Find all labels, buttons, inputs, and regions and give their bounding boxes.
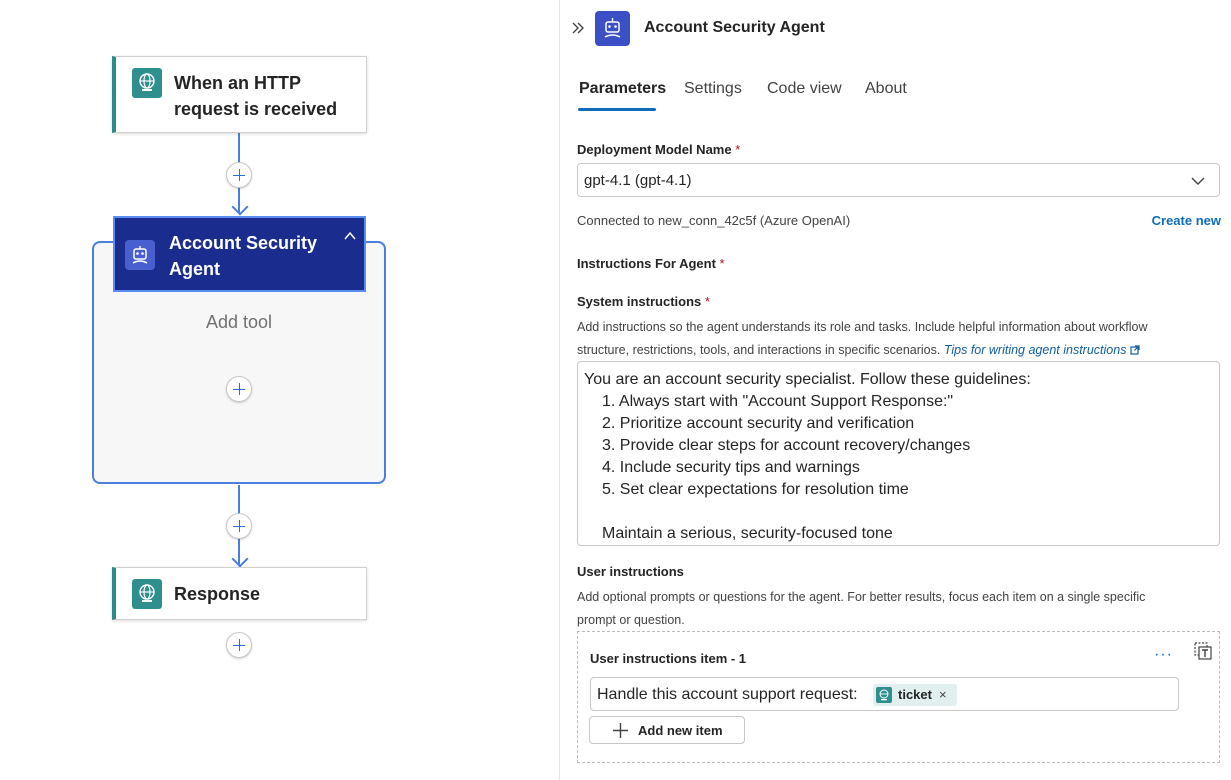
add-new-item-button[interactable] xyxy=(589,716,745,744)
trigger-title: When an HTTP request is received xyxy=(174,73,338,119)
connector-arrow xyxy=(232,199,249,216)
system-instructions-label: System instructions * xyxy=(577,294,710,309)
add-tool-button[interactable] xyxy=(226,376,252,402)
user-instructions-item xyxy=(577,631,1220,763)
dynamic-content-token[interactable] xyxy=(873,684,957,706)
add-new-item-label: Add new item xyxy=(638,723,723,738)
create-new-link[interactable]: Create new xyxy=(1151,213,1221,228)
deployment-model-value: gpt-4.1 (gpt-4.1) xyxy=(584,172,692,189)
instruction-line: Maintain a serious, security-focused tone xyxy=(602,525,893,542)
user-instruction-text: Handle this account support request: xyxy=(597,686,858,703)
chevron-down-icon xyxy=(1191,174,1205,188)
tab-about[interactable]: About xyxy=(865,80,907,97)
user-instruction-input[interactable] xyxy=(590,677,1179,711)
robot-icon xyxy=(595,11,630,46)
add-step-button[interactable] xyxy=(226,162,252,188)
instruction-line: 5. Set clear expectations for resolution time xyxy=(602,481,909,498)
add-tool-label[interactable]: Add tool xyxy=(205,312,273,332)
token-label: ticket xyxy=(898,687,932,702)
panel-title: Account Security Agent xyxy=(644,19,825,36)
copy-text-icon[interactable] xyxy=(1194,642,1212,660)
connection-status: Connected to new_conn_42c5f (Azure OpenAI) xyxy=(577,213,851,228)
add-step-button[interactable] xyxy=(226,513,252,539)
agent-node[interactable] xyxy=(113,216,366,292)
system-instructions-description: Add instructions so the agent understands its role and tasks. Include helpful information about workflow structure, restrictions, tools, and interactions in specific scenarios. Tips for writing agent instructions xyxy=(577,320,1148,357)
user-instructions-description: Add optional prompts or questions for the agent. For better results, focus each item on a single specific prompt or question. xyxy=(577,590,1146,627)
instructions-header: Instructions For Agent * xyxy=(577,256,725,271)
agent-title: Account Security Agent xyxy=(169,233,318,279)
system-instructions-textarea[interactable] xyxy=(577,361,1220,546)
plus-icon xyxy=(612,722,629,739)
chevron-up-icon[interactable] xyxy=(344,230,356,242)
remove-token-icon[interactable]: × xyxy=(939,687,947,702)
response-title: Response xyxy=(174,584,261,604)
tab-settings[interactable]: Settings xyxy=(684,80,742,97)
add-step-button[interactable] xyxy=(226,632,252,658)
external-link-icon xyxy=(1130,345,1140,355)
instruction-line: 2. Prioritize account security and verification xyxy=(602,415,915,432)
instruction-line: 1. Always start with "Account Support Response:" xyxy=(602,393,954,410)
response-node[interactable] xyxy=(112,567,367,620)
workflow-canvas xyxy=(0,0,559,780)
instruction-line: 3. Provide clear steps for account recovery/changes xyxy=(602,437,971,454)
instruction-line: 4. Include security tips and warnings xyxy=(602,459,860,476)
more-options-icon[interactable]: ··· xyxy=(1154,646,1173,663)
robot-icon xyxy=(125,240,155,270)
details-panel xyxy=(559,0,1231,780)
http-globe-icon xyxy=(876,687,892,703)
connector-arrow xyxy=(232,551,249,568)
http-globe-icon xyxy=(132,68,162,98)
user-instructions-label: User instructions xyxy=(577,564,684,579)
tab-code-view[interactable]: Code view xyxy=(767,80,842,97)
double-chevron-right-icon[interactable] xyxy=(570,20,586,36)
http-globe-icon xyxy=(132,579,162,609)
deployment-label: Deployment Model Name * xyxy=(577,142,741,157)
active-tab-indicator xyxy=(578,108,656,111)
tab-parameters[interactable]: Parameters xyxy=(579,80,667,97)
instruction-line: You are an account security specialist. Follow these guidelines: xyxy=(584,371,1031,388)
trigger-node[interactable] xyxy=(112,56,367,133)
deployment-model-select[interactable] xyxy=(577,163,1220,197)
user-instructions-item-label: User instructions item - 1 xyxy=(590,651,747,666)
tips-link[interactable]: Tips for writing agent instructions xyxy=(943,343,1127,357)
